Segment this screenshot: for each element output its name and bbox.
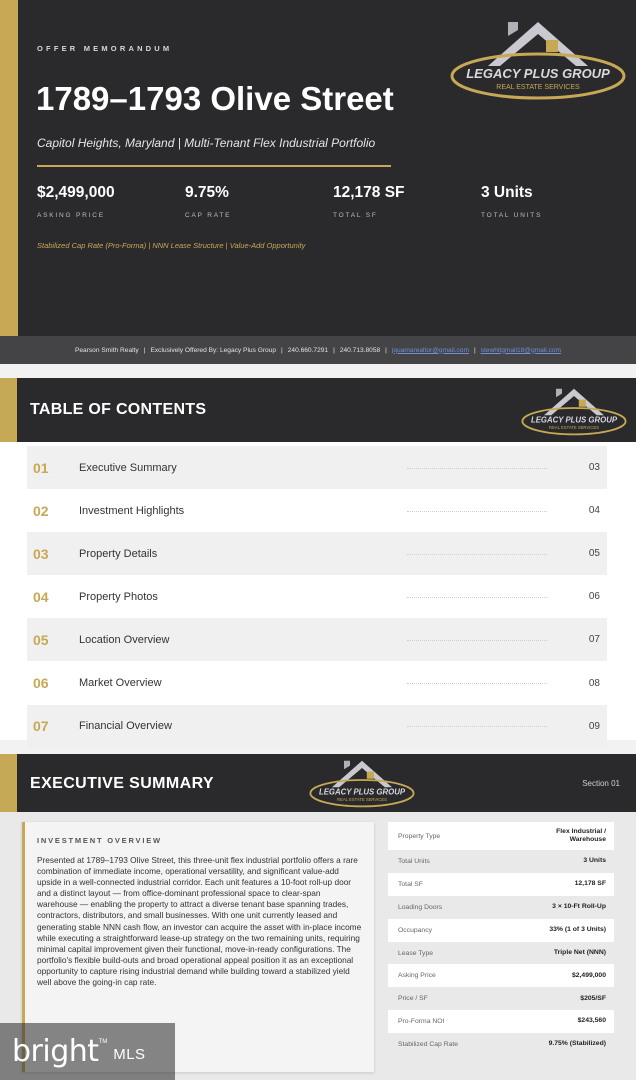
fact-label: Price / SF bbox=[398, 995, 428, 1003]
toc-entry-page: 03 bbox=[588, 462, 600, 474]
footer-phone-1: 240.660.7291 bbox=[287, 346, 329, 354]
toc-entry-number: 07 bbox=[33, 718, 49, 735]
cover-gold-accent-bar bbox=[0, 0, 18, 336]
toc-entry-number: 02 bbox=[33, 502, 49, 519]
window-shape bbox=[367, 772, 374, 779]
fact-value: 12,178 SF bbox=[574, 880, 606, 888]
fact-row bbox=[388, 987, 614, 1010]
dot-leader bbox=[407, 554, 547, 555]
cover-tags: Stabilized Cap Rate (Pro-Forma) | NNN Lease Structure | Value-Add Opportunity bbox=[37, 241, 306, 250]
fact-row bbox=[388, 850, 614, 873]
toc-entry-label: Property Details bbox=[79, 547, 158, 560]
company-logo bbox=[448, 14, 628, 104]
fact-row bbox=[388, 942, 614, 965]
fact-value: $2,499,000 bbox=[571, 971, 606, 979]
watermark-brand: bright bbox=[12, 1034, 99, 1069]
dot-leader bbox=[407, 597, 547, 598]
fact-label: Loading Doors bbox=[398, 903, 443, 911]
fact-value: $243,560 bbox=[577, 1017, 606, 1025]
chimney-shape bbox=[344, 761, 350, 769]
toc-header bbox=[0, 378, 636, 442]
toc-entry-page: 05 bbox=[588, 548, 600, 560]
fact-label: Total SF bbox=[398, 880, 423, 888]
overview-paragraph: Presented at 1789–1793 Olive Street, this three-unit flex industrial portfolio offers a rare combination of immediate income, operational versatility, and significant value-add upside in a well-connected industrial corridor. Each unit features a 10-foot roll-up door and a distinct layout — from office-dominant professional space to clear-span warehouse — enabling the property to attract a diverse tenant base spanning trades, contractors, distributors, and small businesses. With one unit currently leased and generating stable NNN cash flow, an investor can acquire the asset with in-place income while executing a straightforward lease-up strategy on the two remaining units, requiring minimal capital improvement given their functional, move-in-ready configurations. The portfolio's flexible build-outs and broad operational appeal position it as an exceptional opportunity to capture rising industrial demand while building toward a stabilized yield well above the going-in cap rate. bbox=[37, 855, 362, 988]
fact-label: Stabilized Cap Rate bbox=[398, 1041, 459, 1049]
toc-gold-accent-bar bbox=[0, 378, 17, 442]
toc-entry[interactable] bbox=[27, 532, 607, 575]
roof-shape bbox=[332, 761, 392, 787]
window-shape bbox=[579, 400, 586, 407]
chimney-shape bbox=[508, 22, 518, 36]
stat-asking-price bbox=[37, 184, 115, 219]
logo-line2: REAL ESTATE SERVICES bbox=[549, 425, 599, 430]
toc-entry-number: 04 bbox=[33, 588, 49, 605]
toc-entry-label: Property Photos bbox=[79, 590, 158, 603]
logo-line1: LEGACY PLUS GROUP bbox=[466, 66, 610, 81]
stat-cap-rate bbox=[185, 184, 231, 219]
stat-total-units bbox=[481, 184, 542, 219]
logo-line1: LEGACY PLUS GROUP bbox=[530, 415, 618, 425]
dot-leader bbox=[407, 640, 547, 641]
section-number: Section 01 bbox=[582, 779, 620, 788]
dot-leader bbox=[407, 468, 547, 469]
stat-label: CAP RATE bbox=[185, 212, 232, 219]
toc-entry-page: 09 bbox=[588, 720, 600, 732]
fact-row bbox=[388, 1033, 614, 1056]
toc-entry[interactable] bbox=[27, 446, 607, 489]
exec-title: EXECUTIVE SUMMARY bbox=[30, 775, 215, 792]
footer-email-1-link[interactable]: jquamarealtor@gmail.com bbox=[391, 346, 469, 354]
stat-value: 12,178 SF bbox=[333, 184, 405, 201]
cover-title: 1789–1793 Olive Street bbox=[36, 80, 394, 117]
stat-value: 9.75% bbox=[185, 184, 229, 201]
toc-entry-page: 07 bbox=[588, 634, 600, 646]
fact-row bbox=[388, 873, 614, 896]
fact-value: Flex Industrial / Warehouse bbox=[556, 827, 606, 843]
fact-value: Triple Net (NNN) bbox=[553, 948, 606, 956]
footer-email-2-link[interactable]: stewhitgmail18@gmail.com bbox=[480, 346, 562, 354]
exec-gold-accent-bar bbox=[0, 754, 17, 812]
toc-entry-label: Location Overview bbox=[79, 633, 170, 646]
stat-label: TOTAL SF bbox=[333, 212, 378, 219]
fact-row bbox=[388, 822, 614, 850]
gold-divider bbox=[37, 165, 391, 167]
toc-entry-page: 04 bbox=[588, 505, 600, 517]
fact-row bbox=[388, 1010, 614, 1033]
toc-page bbox=[0, 378, 636, 740]
footer-brokerage: Pearson Smith Realty bbox=[74, 346, 139, 354]
toc-entry-label: Market Overview bbox=[79, 677, 162, 690]
toc-entry[interactable] bbox=[27, 705, 607, 748]
toc-entry-page: 08 bbox=[588, 677, 600, 689]
fact-value: $205/SF bbox=[580, 994, 606, 1002]
company-logo bbox=[306, 756, 418, 810]
fact-label: Occupancy bbox=[398, 926, 433, 934]
dot-leader bbox=[407, 726, 547, 727]
toc-list bbox=[27, 446, 607, 748]
fact-label: Total Units bbox=[398, 857, 430, 865]
toc-entry-label: Investment Highlights bbox=[79, 504, 185, 517]
toc-title: TABLE OF CONTENTS bbox=[30, 401, 207, 418]
fact-row bbox=[388, 964, 614, 987]
bright-mls-watermark bbox=[0, 1023, 175, 1080]
property-facts-table bbox=[388, 822, 614, 1056]
toc-entry[interactable] bbox=[27, 661, 607, 704]
toc-entry-page: 06 bbox=[588, 591, 600, 603]
logo-line1: LEGACY PLUS GROUP bbox=[318, 787, 406, 797]
cover-eyebrow: OFFER MEMORANDUM bbox=[37, 44, 173, 53]
fact-value: 3 Units bbox=[583, 857, 606, 865]
toc-entry[interactable] bbox=[27, 618, 607, 661]
fact-row bbox=[388, 896, 614, 919]
cover-page bbox=[0, 0, 636, 364]
toc-entry-number: 05 bbox=[33, 631, 49, 648]
chimney-shape bbox=[556, 389, 562, 397]
fact-value: 3 × 10-Ft Roll-Up bbox=[552, 902, 606, 910]
footer-offered-by: Exclusively Offered By: Legacy Plus Group bbox=[150, 346, 277, 354]
fact-row bbox=[388, 919, 614, 942]
stat-total-sf bbox=[333, 184, 405, 219]
toc-entry-number: 06 bbox=[33, 675, 49, 692]
dot-leader bbox=[407, 511, 547, 512]
toc-entry[interactable] bbox=[27, 489, 607, 532]
overview-heading: INVESTMENT OVERVIEW bbox=[37, 836, 162, 845]
toc-entry[interactable] bbox=[27, 575, 607, 618]
stat-value: $2,499,000 bbox=[37, 184, 115, 201]
footer-phone-2: 240.713.8058 bbox=[339, 346, 381, 354]
toc-entry-number: 01 bbox=[33, 459, 49, 476]
fact-label: Lease Type bbox=[398, 949, 434, 957]
cover-subtitle: Capitol Heights, Maryland | Multi-Tenant Flex Industrial Portfolio bbox=[37, 136, 376, 150]
toc-entry-label: Financial Overview bbox=[79, 720, 172, 733]
fact-label: Property Type bbox=[398, 832, 441, 840]
logo-line2: REAL ESTATE SERVICES bbox=[337, 797, 387, 802]
fact-value: 33% (1 of 3 Units) bbox=[549, 925, 606, 933]
roof-shape bbox=[488, 22, 588, 66]
dot-leader bbox=[407, 683, 547, 684]
fact-label: Pro-Forma NOI bbox=[398, 1018, 445, 1026]
fact-label: Asking Price bbox=[398, 972, 436, 980]
stat-label: ASKING PRICE bbox=[37, 212, 105, 219]
watermark-trademark: TM bbox=[98, 1038, 108, 1045]
stat-label: TOTAL UNITS bbox=[481, 212, 543, 219]
stat-value: 3 Units bbox=[481, 184, 533, 201]
window-shape bbox=[546, 40, 558, 52]
fact-value: 9.75% (Stabilized) bbox=[548, 1040, 606, 1048]
logo-line2: REAL ESTATE SERVICES bbox=[496, 84, 580, 91]
watermark-suffix: MLS bbox=[113, 1046, 146, 1063]
exec-header bbox=[0, 754, 636, 812]
company-logo bbox=[518, 384, 630, 438]
roof-shape bbox=[544, 389, 604, 415]
toc-entry-label: Executive Summary bbox=[79, 461, 177, 474]
toc-entry-number: 03 bbox=[33, 545, 49, 562]
cover-footer: Pearson Smith Realty | Exclusively Offered By: Legacy Plus Group | 240.660.7291 | 240.713.8058 | jquamarealtor@gmail.com | stewhitgmail18@gmail.com bbox=[0, 336, 636, 364]
